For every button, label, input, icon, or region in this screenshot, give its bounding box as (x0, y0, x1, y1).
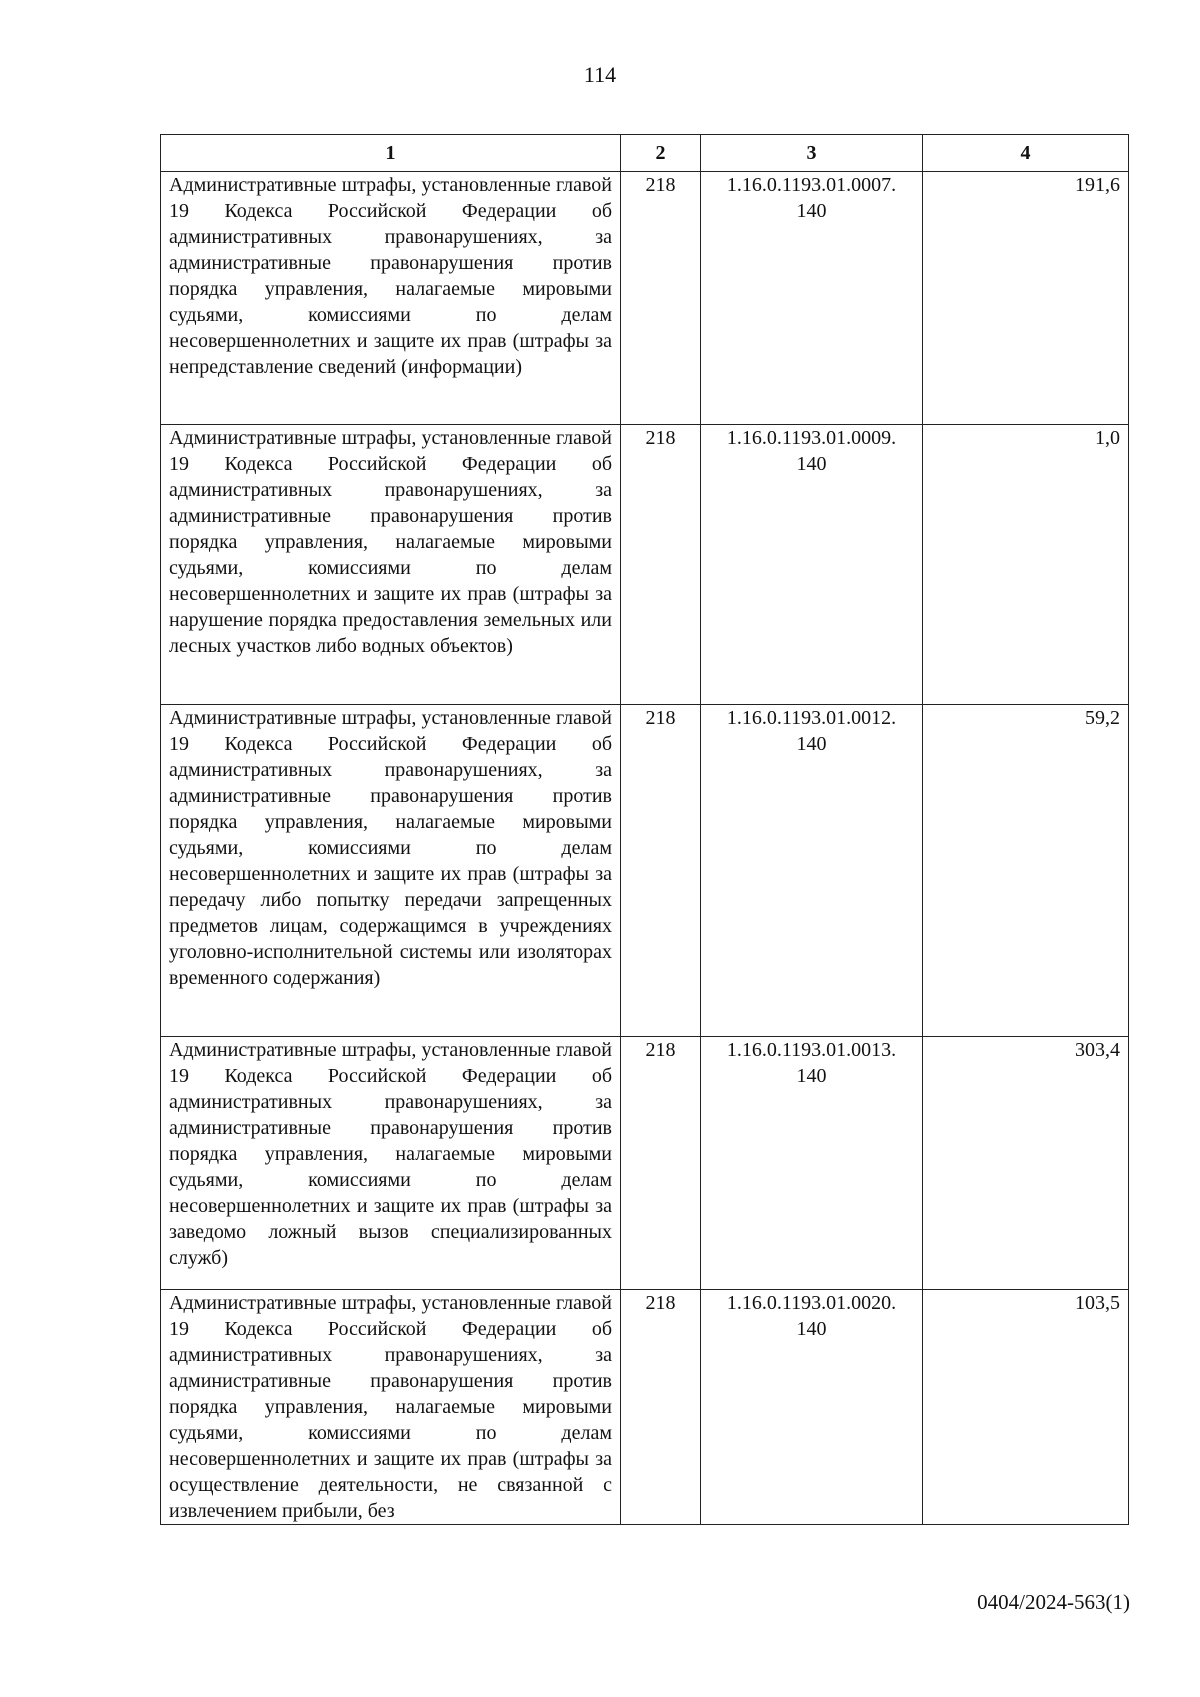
budget-code-cell (701, 705, 923, 1037)
column-header: 4 (923, 135, 1129, 172)
column-header: 2 (621, 135, 701, 172)
budget-code-line1: 1.16.0.1193.01.0020. (726, 1292, 897, 1314)
amount-cell: 191,6 (923, 172, 1129, 425)
income-name-cell: Административные штрафы, установленные главой 19 Кодекса Российской Федерации об административных правонарушениях, за административные правонарушения против порядка управления, налагаемые мировыми судьями, комиссиями по делам несовершеннолетних и защите их прав (штрафы за заведомо ложный вызов специализированных служб) (161, 1037, 621, 1290)
table-row (161, 1037, 1129, 1290)
budget-code-line2: 140 (796, 1318, 827, 1340)
amount-cell: 59,2 (923, 705, 1129, 1037)
income-name-cell: Административные штрафы, установленные главой 19 Кодекса Российской Федерации об административных правонарушениях, за административные правонарушения против порядка управления, налагаемые мировыми судьями, комиссиями по делам несовершеннолетних и защите их прав (штрафы за нарушение порядка предоставления земельных или лесных участков либо водных объектов) (161, 425, 621, 705)
table-row (161, 705, 1129, 1037)
table-row (161, 1290, 1129, 1525)
budget-code-line1: 1.16.0.1193.01.0009. (726, 427, 897, 449)
amount-cell: 103,5 (923, 1290, 1129, 1525)
admin-code-cell: 218 (621, 705, 701, 1037)
budget-code-line1: 1.16.0.1193.01.0012. (726, 707, 897, 729)
budget-code-line2: 140 (796, 200, 827, 222)
budget-code-line1: 1.16.0.1193.01.0007. (726, 174, 897, 196)
table-row (161, 425, 1129, 705)
amount-cell: 1,0 (923, 425, 1129, 705)
admin-code-cell: 218 (621, 1290, 701, 1525)
admin-code-cell: 218 (621, 172, 701, 425)
budget-code-line1: 1.16.0.1193.01.0013. (726, 1039, 897, 1061)
admin-code-cell: 218 (621, 425, 701, 705)
table-row (161, 172, 1129, 425)
income-name-cell: Административные штрафы, установленные главой 19 Кодекса Российской Федерации об административных правонарушениях, за административные правонарушения против порядка управления, налагаемые мировыми судьями, комиссиями по делам несовершеннолетних и защите их прав (штрафы за непредставление сведений (информации) (161, 172, 621, 425)
budget-code-cell (701, 1290, 923, 1525)
budget-code-cell (701, 425, 923, 705)
budget-code-line2: 140 (796, 733, 827, 755)
budget-code-cell (701, 172, 923, 425)
income-name-cell: Административные штрафы, установленные главой 19 Кодекса Российской Федерации об административных правонарушениях, за административные правонарушения против порядка управления, налагаемые мировыми судьями, комиссиями по делам несовершеннолетних и защите их прав (штрафы за осуществление деятельности, не связанной с извлечением прибыли, без (161, 1290, 621, 1525)
page-number: 114 (583, 62, 617, 87)
budget-code-cell (701, 1037, 923, 1290)
budget-code-line2: 140 (796, 453, 827, 475)
document-registration-code: 0404/2024-563(1) (977, 1590, 1130, 1614)
admin-code-cell: 218 (621, 1037, 701, 1290)
column-header: 1 (161, 135, 621, 172)
income-name-cell: Административные штрафы, установленные главой 19 Кодекса Российской Федерации об административных правонарушениях, за административные правонарушения против порядка управления, налагаемые мировыми судьями, комиссиями по делам несовершеннолетних и защите их прав (штрафы за передачу либо попытку передачи запрещенных предметов лицам, содержащимся в учреждениях уголовно-исполнительной системы или изоляторах временного содержания) (161, 705, 621, 1037)
column-header: 3 (701, 135, 923, 172)
table-header-row (161, 135, 1129, 172)
amount-cell: 303,4 (923, 1037, 1129, 1290)
budget-table (160, 134, 1129, 1525)
budget-code-line2: 140 (796, 1065, 827, 1087)
